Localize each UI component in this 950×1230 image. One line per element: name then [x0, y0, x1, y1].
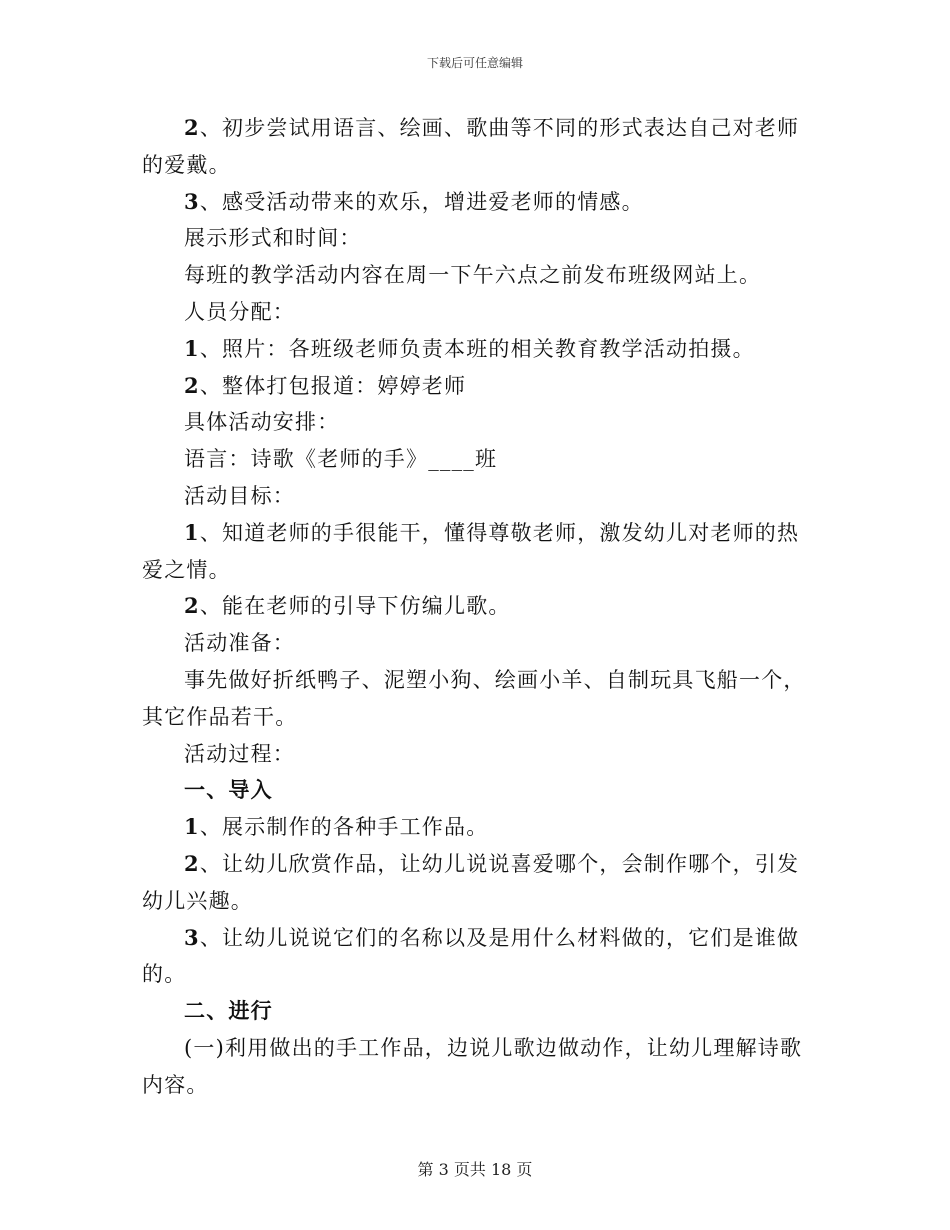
heading-activity-goals: 活动目标： — [184, 483, 295, 508]
heading-staffing: 人员分配： — [184, 299, 295, 324]
paragraph-goal-2: 2、初步尝试用语言、绘画、歌曲等不同的形式表达自己对老师的爱戴。 — [142, 115, 800, 177]
paragraph-activity-preparation: 事先做好折纸鸭子、泥塑小狗、绘画小羊、自制玩具飞船一个，其它作品若干。 — [142, 667, 806, 729]
heading-activity-preparation: 活动准备： — [184, 631, 295, 656]
page-footer: 第 3 页共 18 页 — [417, 1160, 533, 1179]
paragraph-activity-goal-1: 1、知道老师的手很能干，懂得尊敬老师，激发幼儿对老师的热爱之情。 — [142, 519, 800, 582]
paragraph-intro-1: 1、展示制作的各种手工作品。 — [184, 814, 489, 840]
paragraph-intro-3: 3、让幼儿说说它们的名称以及是用什么材料做的，它们是谁做的。 — [142, 924, 800, 987]
paragraph-staffing-1: 1、照片：各班级老师负责本班的相关教育教学活动拍摄。 — [184, 335, 755, 361]
heading-display-format: 展示形式和时间： — [184, 226, 362, 251]
paragraph-display-format: 每班的教学活动内容在周一下午六点之前发布班级网站上。 — [184, 263, 762, 288]
paragraph-intro-2: 2、让幼儿欣赏作品，让幼儿说说喜爱哪个，会制作哪个，引发幼儿兴趣。 — [142, 850, 800, 913]
paragraph-goal-3: 3、感受活动带来的欢乐，增进爱老师的情感。 — [184, 188, 644, 214]
heading-schedule: 具体活动安排： — [184, 410, 340, 435]
paragraph-activity-goal-2: 2、能在老师的引导下仿编儿歌。 — [184, 593, 511, 619]
section-heading-proceed: 二、进行 — [184, 998, 273, 1024]
paragraph-staffing-2: 2、整体打包报道：婷婷老师 — [184, 372, 467, 398]
paragraph-language-poem: 语言：诗歌《老师的手》____班 — [184, 447, 498, 472]
paragraph-proceed-1: (一)利用做出的手工作品，边说儿歌边做动作，让幼儿理解诗歌内容。 — [142, 1035, 803, 1097]
document-body — [142, 110, 814, 1104]
section-heading-intro: 一、导入 — [184, 777, 273, 803]
heading-activity-process: 活动过程： — [184, 741, 295, 766]
page-header: 下载后可任意编辑 — [426, 56, 523, 70]
